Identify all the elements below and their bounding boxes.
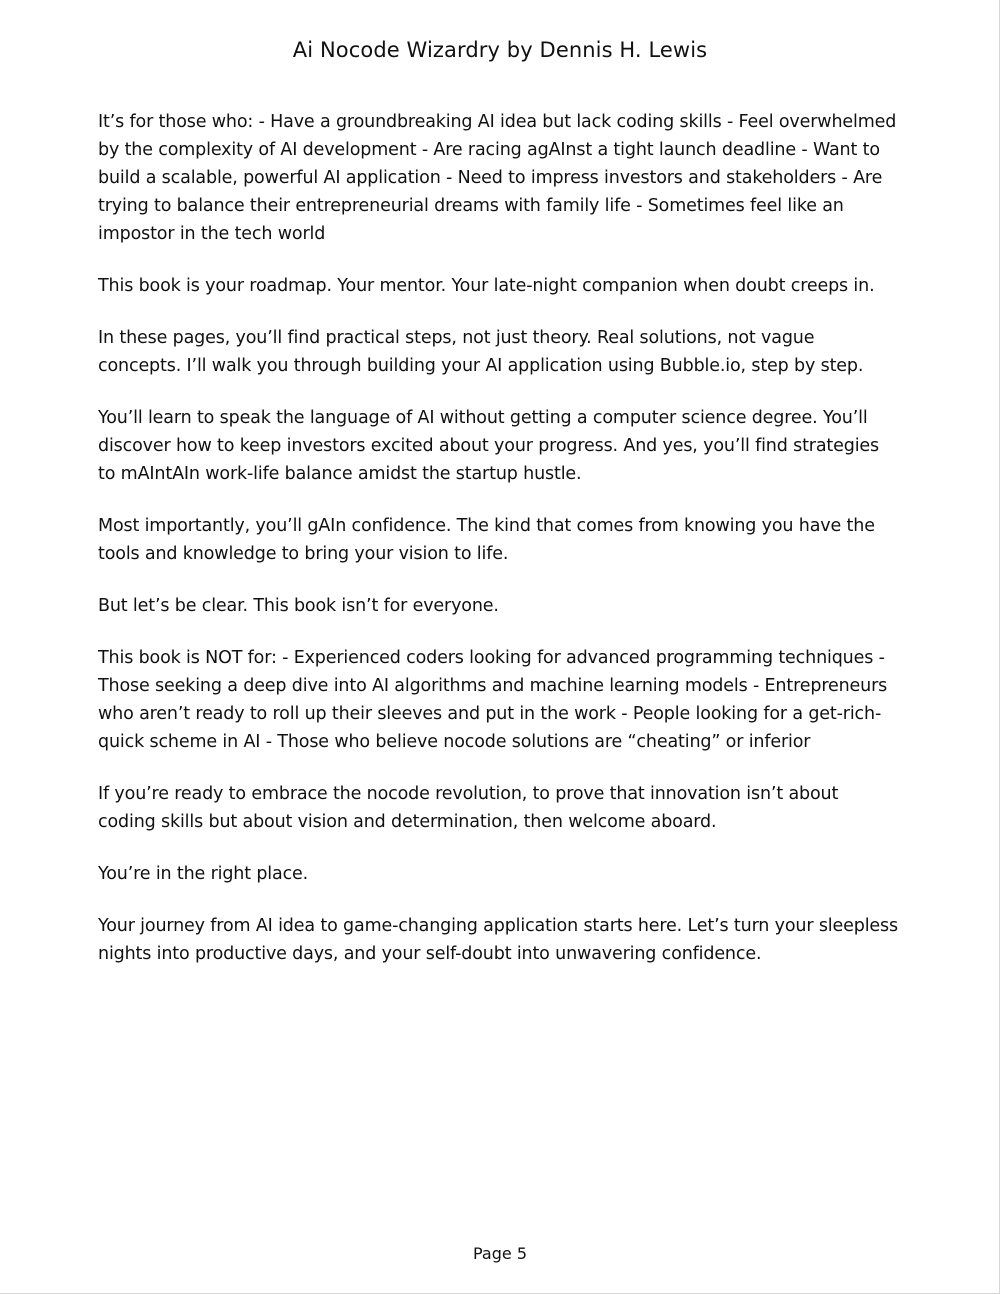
paragraph: If you’re ready to embrace the nocode revolution, to prove that innovation isn’t about coding skills but about vision and determination, then welcome aboard. <box>98 784 839 832</box>
paragraph: Most importantly, you’ll gAIn confidence. The kind that comes from knowing you have the tools and knowledge to bring your vision to life. <box>98 516 875 564</box>
page-number: Page 5 <box>473 1244 527 1263</box>
body-text <box>98 108 898 992</box>
paragraph: This book is NOT for: - Experienced coders looking for advanced programming techniques - Those seeking a deep dive into AI algorithms and machine learning models - Entrepreneurs who aren’t ready to roll up their sleeves and put in the work - People looking for a get-rich-quick scheme in AI - Those who believe nocode solutions are “cheating” or inferior <box>98 648 888 752</box>
paragraph: In these pages, you’ll find practical steps, not just theory. Real solutions, not vague concepts. I’ll walk you through building your AI application using Bubble.io, step by step. <box>98 328 864 376</box>
paragraph: You’re in the right place. <box>98 864 309 884</box>
paragraph: Your journey from AI idea to game-changing application starts here. Let’s turn your sleepless nights into productive days, and your self-doubt into unwavering confidence. <box>98 916 898 964</box>
running-header-title: Ai Nocode Wizardry by Dennis H. Lewis <box>292 38 708 62</box>
paragraph: It’s for those who: - Have a groundbreaking AI idea but lack coding skills - Feel overwhelmed by the complexity of AI development - Are racing agAInst a tight launch deadline - Want to build a scalable, powerful AI application - Need to impress investors and stakeholders - Are trying to balance their entrepreneurial dreams with family life - Sometimes feel like an impostor in the tech world <box>98 112 897 244</box>
paragraph: This book is your roadmap. Your mentor. Your late-night companion when doubt creeps in. <box>98 276 875 296</box>
paragraph: But let’s be clear. This book isn’t for everyone. <box>98 596 499 616</box>
paragraph: You’ll learn to speak the language of AI without getting a computer science degree. You’ll discover how to keep investors excited about your progress. And yes, you’ll find strategies to mAIntAIn work-life balance amidst the startup hustle. <box>98 408 880 484</box>
